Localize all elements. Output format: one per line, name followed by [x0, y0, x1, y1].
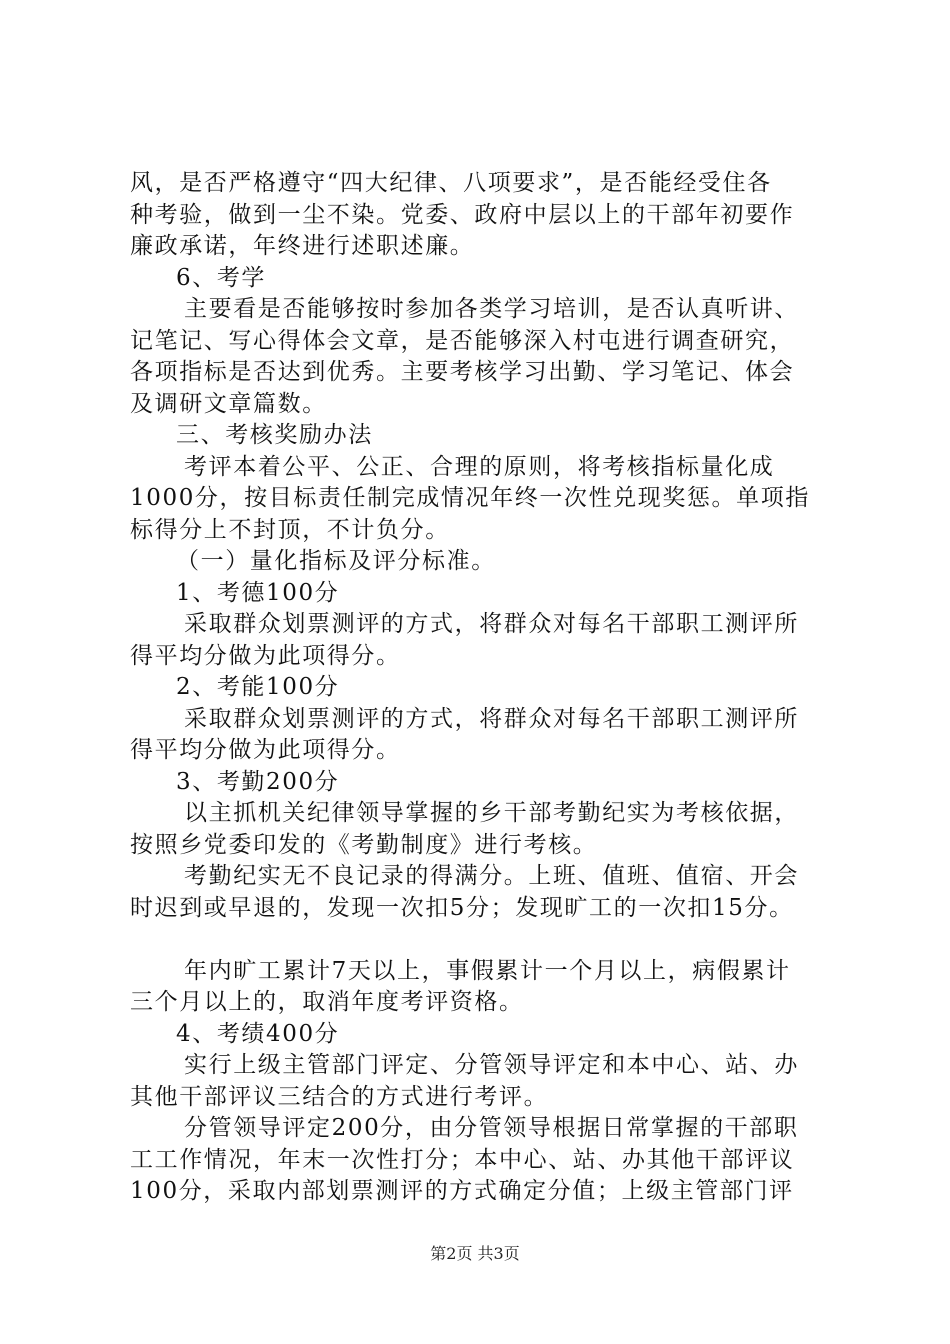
section-heading: 三、考核奖励办法 — [176, 422, 373, 448]
text-line: 记笔记、写心得体会文章，是否能够深入村屯进行调查研究， — [130, 327, 795, 354]
text-line: 三个月以上的，取消年度考评资格。 — [130, 989, 524, 1015]
text-line: 工工作情况，年末一次性打分；本中心、站、办其他干部评议 — [130, 1146, 795, 1173]
text-line: 其他干部评议三结合的方式进行考评。 — [130, 1083, 549, 1110]
section-heading: 6、考学 — [176, 264, 267, 291]
text-line: 分管领导评定200分，由分管领导根据日常掌握的干部职 — [184, 1115, 799, 1141]
text-line: 种考验，做到一尘不染。党委、政府中层以上的干部年初要作 — [130, 201, 795, 228]
text-line: 风，是否严格遵守“四大纪律、八项要求”，是否能经受住各 — [130, 170, 772, 196]
section-heading: 2、考能100分 — [176, 674, 340, 700]
text-line: 考评本着公平、公正、合理的原则，将考核指标量化成 — [184, 453, 775, 480]
text-line: 100分，采取内部划票测评的方式确定分值；上级主管部门评 — [130, 1178, 794, 1204]
text-line: 廉政承诺，年终进行述职述廉。 — [130, 233, 475, 259]
paragraph-gap — [130, 924, 830, 956]
text-line: 采取群众划票测评的方式，将群众对每名干部职工测评所 — [184, 705, 799, 732]
text-line: 以主抓机关纪律领导掌握的乡干部考勤纪实为考核依据， — [184, 800, 799, 826]
text-line: 实行上级主管部门评定、分管领导评定和本中心、站、办 — [184, 1052, 799, 1078]
text-line: 采取群众划票测评的方式，将群众对每名干部职工测评所 — [184, 611, 799, 637]
text-line: 标得分上不封顶，不计负分。 — [130, 516, 450, 543]
text-line: 年内旷工累计7天以上，事假累计一个月以上，病假累计 — [184, 957, 791, 984]
page-footer: 第2页 共3页 — [430, 1244, 520, 1263]
text-line: 各项指标是否达到优秀。主要考核学习出勤、学习笔记、体会 — [130, 359, 795, 385]
text-line: 考勤纪实无不良记录的得满分。上班、值班、值宿、开会 — [184, 863, 799, 889]
section-heading: 1、考德100分 — [176, 579, 340, 606]
text-line: 按照乡党委印发的《考勤制度》进行考核。 — [130, 831, 598, 858]
text-line: 主要看是否能够按时参加各类学习培训，是否认真听讲、 — [184, 296, 799, 322]
text-line: 得平均分做为此项得分。 — [130, 642, 401, 669]
section-heading: 4、考绩400分 — [176, 1020, 340, 1047]
text-line: 时迟到或早退的，发现一次扣5分；发现旷工的一次扣15分。 — [130, 894, 794, 921]
text-line: 1000分，按目标责任制完成情况年终一次性兑现奖惩。单项指 — [130, 485, 810, 511]
document-body — [130, 168, 830, 1208]
text-line: 得平均分做为此项得分。 — [130, 737, 401, 763]
section-heading: （一）量化指标及评分标准。 — [176, 548, 496, 574]
text-line: 及调研文章篇数。 — [130, 390, 327, 417]
section-heading: 3、考勤200分 — [176, 768, 340, 795]
